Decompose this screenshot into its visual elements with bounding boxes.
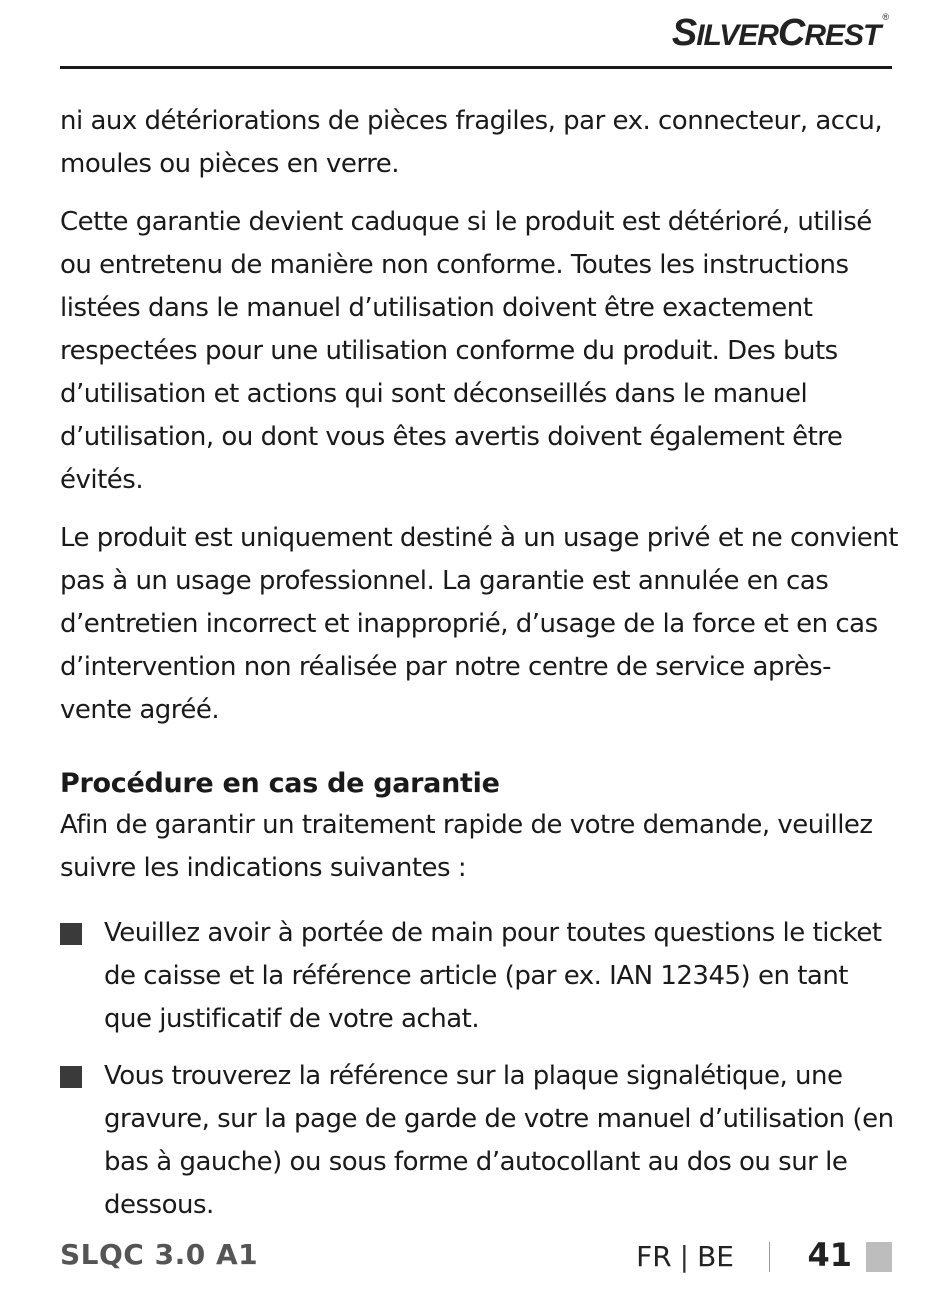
brand-logo: SILVERCREST®	[671, 12, 888, 54]
paragraph-2: Cette garantie devient caduque si le produit est détérioré, utilisé ou entretenu de manière non conforme. Toutes les instructions listées dans le manuel d’utilisation doivent être exactement respectées pour une utilisation conforme du produit. Des buts d’utilisation et actions qui sont déconseillés dans le manuel d’utilisation, ou dont vous êtes avertis doivent également être évités.	[60, 207, 872, 495]
model-number: SLQC 3.0 A1	[60, 1238, 259, 1271]
paragraph-3: Le produit est uniquement destiné à un usage privé et ne convient pas à un usage professionnel. La garantie est annulée en cas d’entretien incorrect et inapproprié, d’usage de la force et en cas d’intervention non réalisée par notre centre de service après-vente agréé.	[60, 523, 898, 725]
square-bullet-icon	[60, 923, 82, 945]
list-item	[60, 1055, 898, 1227]
list-item-text: Veuillez avoir à portée de main pour toutes questions le ticket de caisse et la référence article (par ex. IAN 12345) en tant que justificatif de votre achat.	[104, 918, 882, 1034]
section-heading: Procédure en cas de garantie	[60, 768, 500, 799]
list-item	[60, 912, 898, 1041]
page-marker-icon	[866, 1242, 892, 1272]
page-number: 41	[807, 1236, 852, 1274]
page-content	[60, 100, 898, 1241]
bullet-list	[60, 912, 898, 1227]
page-footer	[60, 1232, 892, 1278]
list-item-text: Vous trouverez la référence sur la plaque signalétique, une gravure, sur la page de garde de votre manuel d’utilisation (en bas à gauche) ou sous forme d’autocollant au dos ou sur le dessous.	[104, 1061, 894, 1220]
footer-divider	[769, 1242, 770, 1272]
section-intro: Afin de garantir un traitement rapide de votre demande, veuillez suivre les indications suivantes :	[60, 810, 873, 883]
language-codes: FR | BE	[636, 1240, 734, 1273]
square-bullet-icon	[60, 1066, 82, 1088]
header-rule	[60, 66, 892, 69]
registered-mark: ®	[882, 12, 888, 22]
paragraph-1: ni aux détériorations de pièces fragiles, par ex. connecteur, accu, moules ou pièces en verre.	[60, 106, 883, 179]
